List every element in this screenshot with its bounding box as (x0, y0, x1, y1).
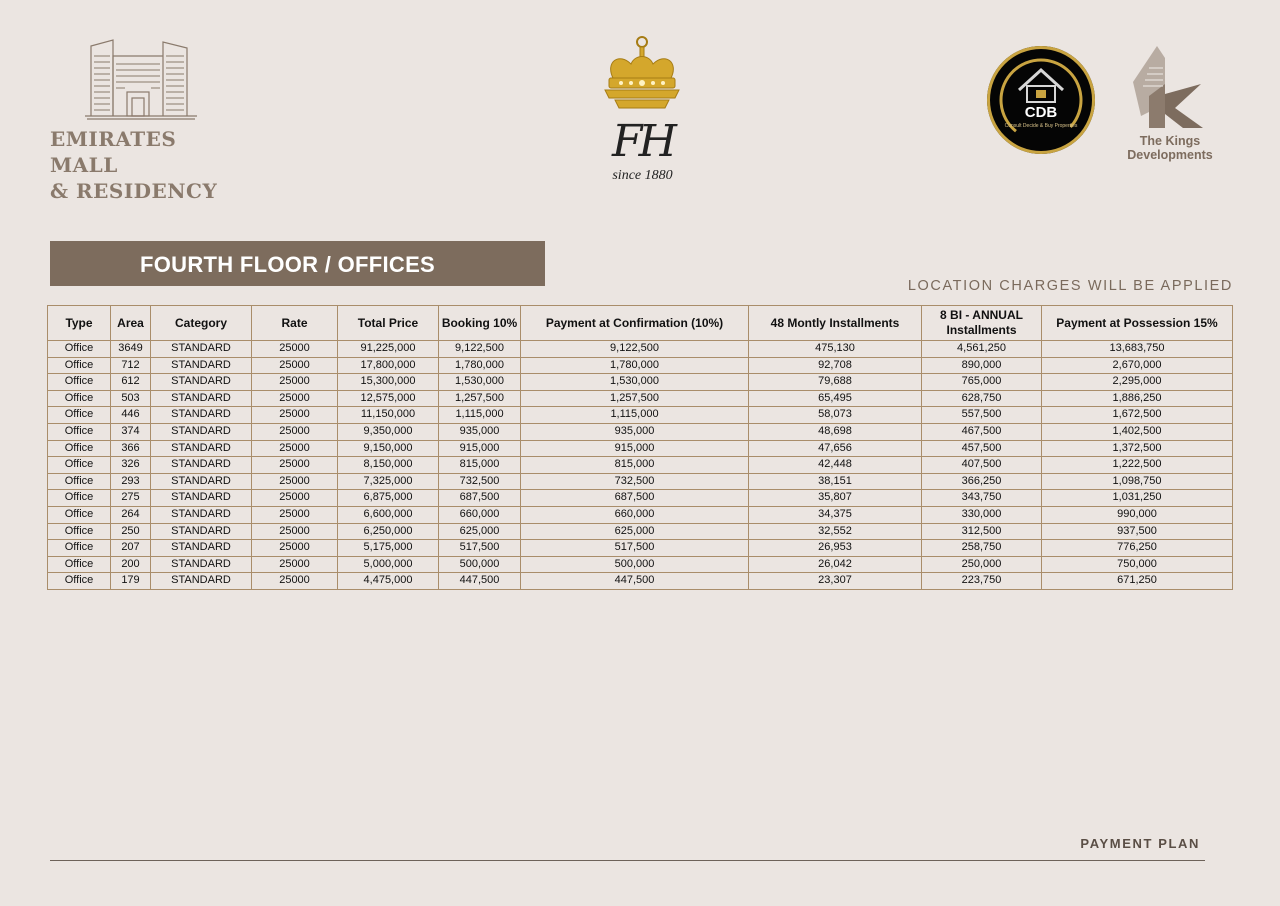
cell-rate: 25000 (252, 457, 338, 474)
cell-booking: 517,500 (439, 540, 521, 557)
cell-annual-installment: 765,000 (922, 374, 1042, 391)
kings-developments-logo (1105, 44, 1235, 162)
table-row (48, 357, 1233, 374)
cell-type: Office (48, 523, 111, 540)
table-row (48, 473, 1233, 490)
cell-rate: 25000 (252, 573, 338, 590)
cell-category: STANDARD (151, 523, 252, 540)
cell-payment-possession: 2,295,000 (1042, 374, 1233, 391)
cell-payment-confirmation: 9,122,500 (521, 341, 749, 358)
table-row (48, 540, 1233, 557)
cell-booking: 625,000 (439, 523, 521, 540)
cell-category: STANDARD (151, 341, 252, 358)
cell-area: 326 (111, 457, 151, 474)
cell-total-price: 4,475,000 (338, 573, 439, 590)
cell-category: STANDARD (151, 490, 252, 507)
building-logo-icon (85, 36, 197, 120)
cell-rate: 25000 (252, 523, 338, 540)
cell-category: STANDARD (151, 556, 252, 573)
cell-booking: 687,500 (439, 490, 521, 507)
cell-annual-installment: 312,500 (922, 523, 1042, 540)
header-annual-installments: 8 BI - ANNUAL Installments (922, 306, 1042, 341)
cell-payment-confirmation: 1,115,000 (521, 407, 749, 424)
cell-annual-installment: 250,000 (922, 556, 1042, 573)
table-row (48, 390, 1233, 407)
cell-annual-installment: 4,561,250 (922, 341, 1042, 358)
cell-payment-confirmation: 687,500 (521, 490, 749, 507)
cell-payment-confirmation: 517,500 (521, 540, 749, 557)
cell-payment-confirmation: 625,000 (521, 523, 749, 540)
cell-total-price: 7,325,000 (338, 473, 439, 490)
cell-rate: 25000 (252, 341, 338, 358)
cell-annual-installment: 890,000 (922, 357, 1042, 374)
header-rate: Rate (252, 306, 338, 341)
payment-plan-table (47, 305, 1232, 590)
cell-category: STANDARD (151, 540, 252, 557)
emirates-logo-line1: EMIRATES MALL (50, 127, 177, 177)
table-row (48, 407, 1233, 424)
cell-area: 200 (111, 556, 151, 573)
footer-divider (50, 860, 1205, 861)
section-title: FOURTH FLOOR / OFFICES (140, 252, 436, 277)
cell-monthly-installment: 65,495 (749, 390, 922, 407)
table-row (48, 341, 1233, 358)
cell-booking: 447,500 (439, 573, 521, 590)
cell-category: STANDARD (151, 374, 252, 391)
cdb-name: CDB (1024, 104, 1058, 121)
header-booking: Booking 10% (439, 306, 521, 341)
cell-total-price: 6,600,000 (338, 506, 439, 523)
payment-plan-label: PAYMENT PLAN (1080, 836, 1200, 851)
header-total-price: Total Price (338, 306, 439, 341)
cell-area: 275 (111, 490, 151, 507)
table-row (48, 423, 1233, 440)
cell-category: STANDARD (151, 390, 252, 407)
cell-annual-installment: 467,500 (922, 423, 1042, 440)
header-type: Type (48, 306, 111, 341)
cell-payment-possession: 750,000 (1042, 556, 1233, 573)
cell-area: 250 (111, 523, 151, 540)
cell-payment-confirmation: 815,000 (521, 457, 749, 474)
cell-total-price: 15,300,000 (338, 374, 439, 391)
cell-monthly-installment: 48,698 (749, 423, 922, 440)
table-row (48, 523, 1233, 540)
cell-area: 374 (111, 423, 151, 440)
cell-payment-confirmation: 732,500 (521, 473, 749, 490)
cell-booking: 935,000 (439, 423, 521, 440)
table-row (48, 457, 1233, 474)
cell-area: 3649 (111, 341, 151, 358)
cell-rate: 25000 (252, 556, 338, 573)
cell-annual-installment: 628,750 (922, 390, 1042, 407)
cell-annual-installment: 557,500 (922, 407, 1042, 424)
cell-booking: 915,000 (439, 440, 521, 457)
cell-rate: 25000 (252, 423, 338, 440)
cell-area: 366 (111, 440, 151, 457)
cell-payment-possession: 990,000 (1042, 506, 1233, 523)
cell-total-price: 6,250,000 (338, 523, 439, 540)
table-body (48, 341, 1233, 590)
cell-type: Office (48, 423, 111, 440)
cell-total-price: 91,225,000 (338, 341, 439, 358)
cell-monthly-installment: 26,953 (749, 540, 922, 557)
cell-booking: 815,000 (439, 457, 521, 474)
cell-total-price: 11,150,000 (338, 407, 439, 424)
crown-icon (585, 34, 700, 120)
cell-area: 207 (111, 540, 151, 557)
cell-area: 293 (111, 473, 151, 490)
cell-area: 503 (111, 390, 151, 407)
cell-payment-possession: 671,250 (1042, 573, 1233, 590)
cell-monthly-installment: 47,656 (749, 440, 922, 457)
cell-category: STANDARD (151, 473, 252, 490)
table-row (48, 506, 1233, 523)
cell-type: Office (48, 490, 111, 507)
cell-annual-installment: 330,000 (922, 506, 1042, 523)
cell-rate: 25000 (252, 357, 338, 374)
cell-booking: 732,500 (439, 473, 521, 490)
cell-total-price: 9,350,000 (338, 423, 439, 440)
table-header-row (48, 306, 1233, 341)
cell-rate: 25000 (252, 374, 338, 391)
cell-area: 446 (111, 407, 151, 424)
cell-total-price: 12,575,000 (338, 390, 439, 407)
cell-payment-confirmation: 500,000 (521, 556, 749, 573)
cell-annual-installment: 457,500 (922, 440, 1042, 457)
cell-category: STANDARD (151, 440, 252, 457)
cell-monthly-installment: 26,042 (749, 556, 922, 573)
cell-payment-confirmation: 915,000 (521, 440, 749, 457)
cell-payment-possession: 1,886,250 (1042, 390, 1233, 407)
fh-since-text: since 1880 (612, 168, 673, 183)
cell-payment-confirmation: 1,257,500 (521, 390, 749, 407)
section-title-bar (50, 241, 545, 286)
house-icon (987, 46, 1095, 154)
cell-payment-confirmation: 660,000 (521, 506, 749, 523)
cell-payment-possession: 2,670,000 (1042, 357, 1233, 374)
cell-total-price: 8,150,000 (338, 457, 439, 474)
cell-total-price: 9,150,000 (338, 440, 439, 457)
cdb-tagline: Consult Decide & Buy Properties (1004, 123, 1078, 129)
cell-area: 179 (111, 573, 151, 590)
table-row (48, 490, 1233, 507)
cell-annual-installment: 258,750 (922, 540, 1042, 557)
cell-booking: 1,257,500 (439, 390, 521, 407)
cell-payment-confirmation: 1,530,000 (521, 374, 749, 391)
cell-annual-installment: 343,750 (922, 490, 1042, 507)
cell-area: 264 (111, 506, 151, 523)
cell-type: Office (48, 573, 111, 590)
fh-logo (585, 34, 700, 184)
cell-payment-possession: 1,222,500 (1042, 457, 1233, 474)
cell-payment-confirmation: 935,000 (521, 423, 749, 440)
table-row (48, 374, 1233, 391)
cell-payment-possession: 1,031,250 (1042, 490, 1233, 507)
cell-rate: 25000 (252, 506, 338, 523)
cell-annual-installment: 407,500 (922, 457, 1042, 474)
kings-name: The Kings Developments (1127, 134, 1213, 162)
cell-booking: 1,115,000 (439, 407, 521, 424)
cell-monthly-installment: 35,807 (749, 490, 922, 507)
emirates-mall-logo (50, 36, 235, 203)
cell-annual-installment: 223,750 (922, 573, 1042, 590)
cell-payment-confirmation: 447,500 (521, 573, 749, 590)
cell-type: Office (48, 440, 111, 457)
cell-type: Office (48, 506, 111, 523)
table-row (48, 573, 1233, 590)
cell-monthly-installment: 58,073 (749, 407, 922, 424)
cell-monthly-installment: 32,552 (749, 523, 922, 540)
cell-monthly-installment: 475,130 (749, 341, 922, 358)
cell-payment-confirmation: 1,780,000 (521, 357, 749, 374)
header-payment-confirmation: Payment at Confirmation (10%) (521, 306, 749, 341)
cell-payment-possession: 1,372,500 (1042, 440, 1233, 457)
cell-payment-possession: 1,402,500 (1042, 423, 1233, 440)
cell-category: STANDARD (151, 573, 252, 590)
cell-type: Office (48, 457, 111, 474)
emirates-logo-line2: & RESIDENCY (50, 179, 218, 203)
cell-booking: 1,530,000 (439, 374, 521, 391)
cell-payment-possession: 1,098,750 (1042, 473, 1233, 490)
cell-category: STANDARD (151, 457, 252, 474)
cell-type: Office (48, 473, 111, 490)
cell-type: Office (48, 556, 111, 573)
cell-type: Office (48, 540, 111, 557)
cell-rate: 25000 (252, 473, 338, 490)
cell-booking: 660,000 (439, 506, 521, 523)
cell-rate: 25000 (252, 407, 338, 424)
cell-type: Office (48, 407, 111, 424)
header-monthly-installments: 48 Montly Installments (749, 306, 922, 341)
cdb-logo (987, 46, 1095, 154)
cell-category: STANDARD (151, 506, 252, 523)
cell-category: STANDARD (151, 423, 252, 440)
cell-type: Office (48, 390, 111, 407)
cell-payment-possession: 1,672,500 (1042, 407, 1233, 424)
table-row (48, 556, 1233, 573)
cell-rate: 25000 (252, 390, 338, 407)
header-area: Area (111, 306, 151, 341)
location-charges-note: LOCATION CHARGES WILL BE APPLIED (907, 278, 1233, 294)
cell-category: STANDARD (151, 357, 252, 374)
cell-category: STANDARD (151, 407, 252, 424)
cell-monthly-installment: 34,375 (749, 506, 922, 523)
kings-k-icon (1105, 44, 1235, 132)
cell-rate: 25000 (252, 440, 338, 457)
cell-total-price: 17,800,000 (338, 357, 439, 374)
cell-type: Office (48, 341, 111, 358)
cell-total-price: 5,000,000 (338, 556, 439, 573)
cell-monthly-installment: 42,448 (749, 457, 922, 474)
header-category: Category (151, 306, 252, 341)
header-payment-possession: Payment at Possession 15% (1042, 306, 1233, 341)
cell-monthly-installment: 92,708 (749, 357, 922, 374)
cell-total-price: 5,175,000 (338, 540, 439, 557)
cell-type: Office (48, 374, 111, 391)
table-row (48, 440, 1233, 457)
cell-area: 612 (111, 374, 151, 391)
cell-monthly-installment: 23,307 (749, 573, 922, 590)
cell-rate: 25000 (252, 490, 338, 507)
cell-booking: 500,000 (439, 556, 521, 573)
cell-rate: 25000 (252, 540, 338, 557)
cell-annual-installment: 366,250 (922, 473, 1042, 490)
fh-monogram: FH (612, 116, 673, 167)
cell-monthly-installment: 79,688 (749, 374, 922, 391)
cell-type: Office (48, 357, 111, 374)
cell-booking: 9,122,500 (439, 341, 521, 358)
cell-payment-possession: 937,500 (1042, 523, 1233, 540)
cell-area: 712 (111, 357, 151, 374)
cell-monthly-installment: 38,151 (749, 473, 922, 490)
cell-payment-possession: 13,683,750 (1042, 341, 1233, 358)
cell-payment-possession: 776,250 (1042, 540, 1233, 557)
cell-booking: 1,780,000 (439, 357, 521, 374)
cell-total-price: 6,875,000 (338, 490, 439, 507)
